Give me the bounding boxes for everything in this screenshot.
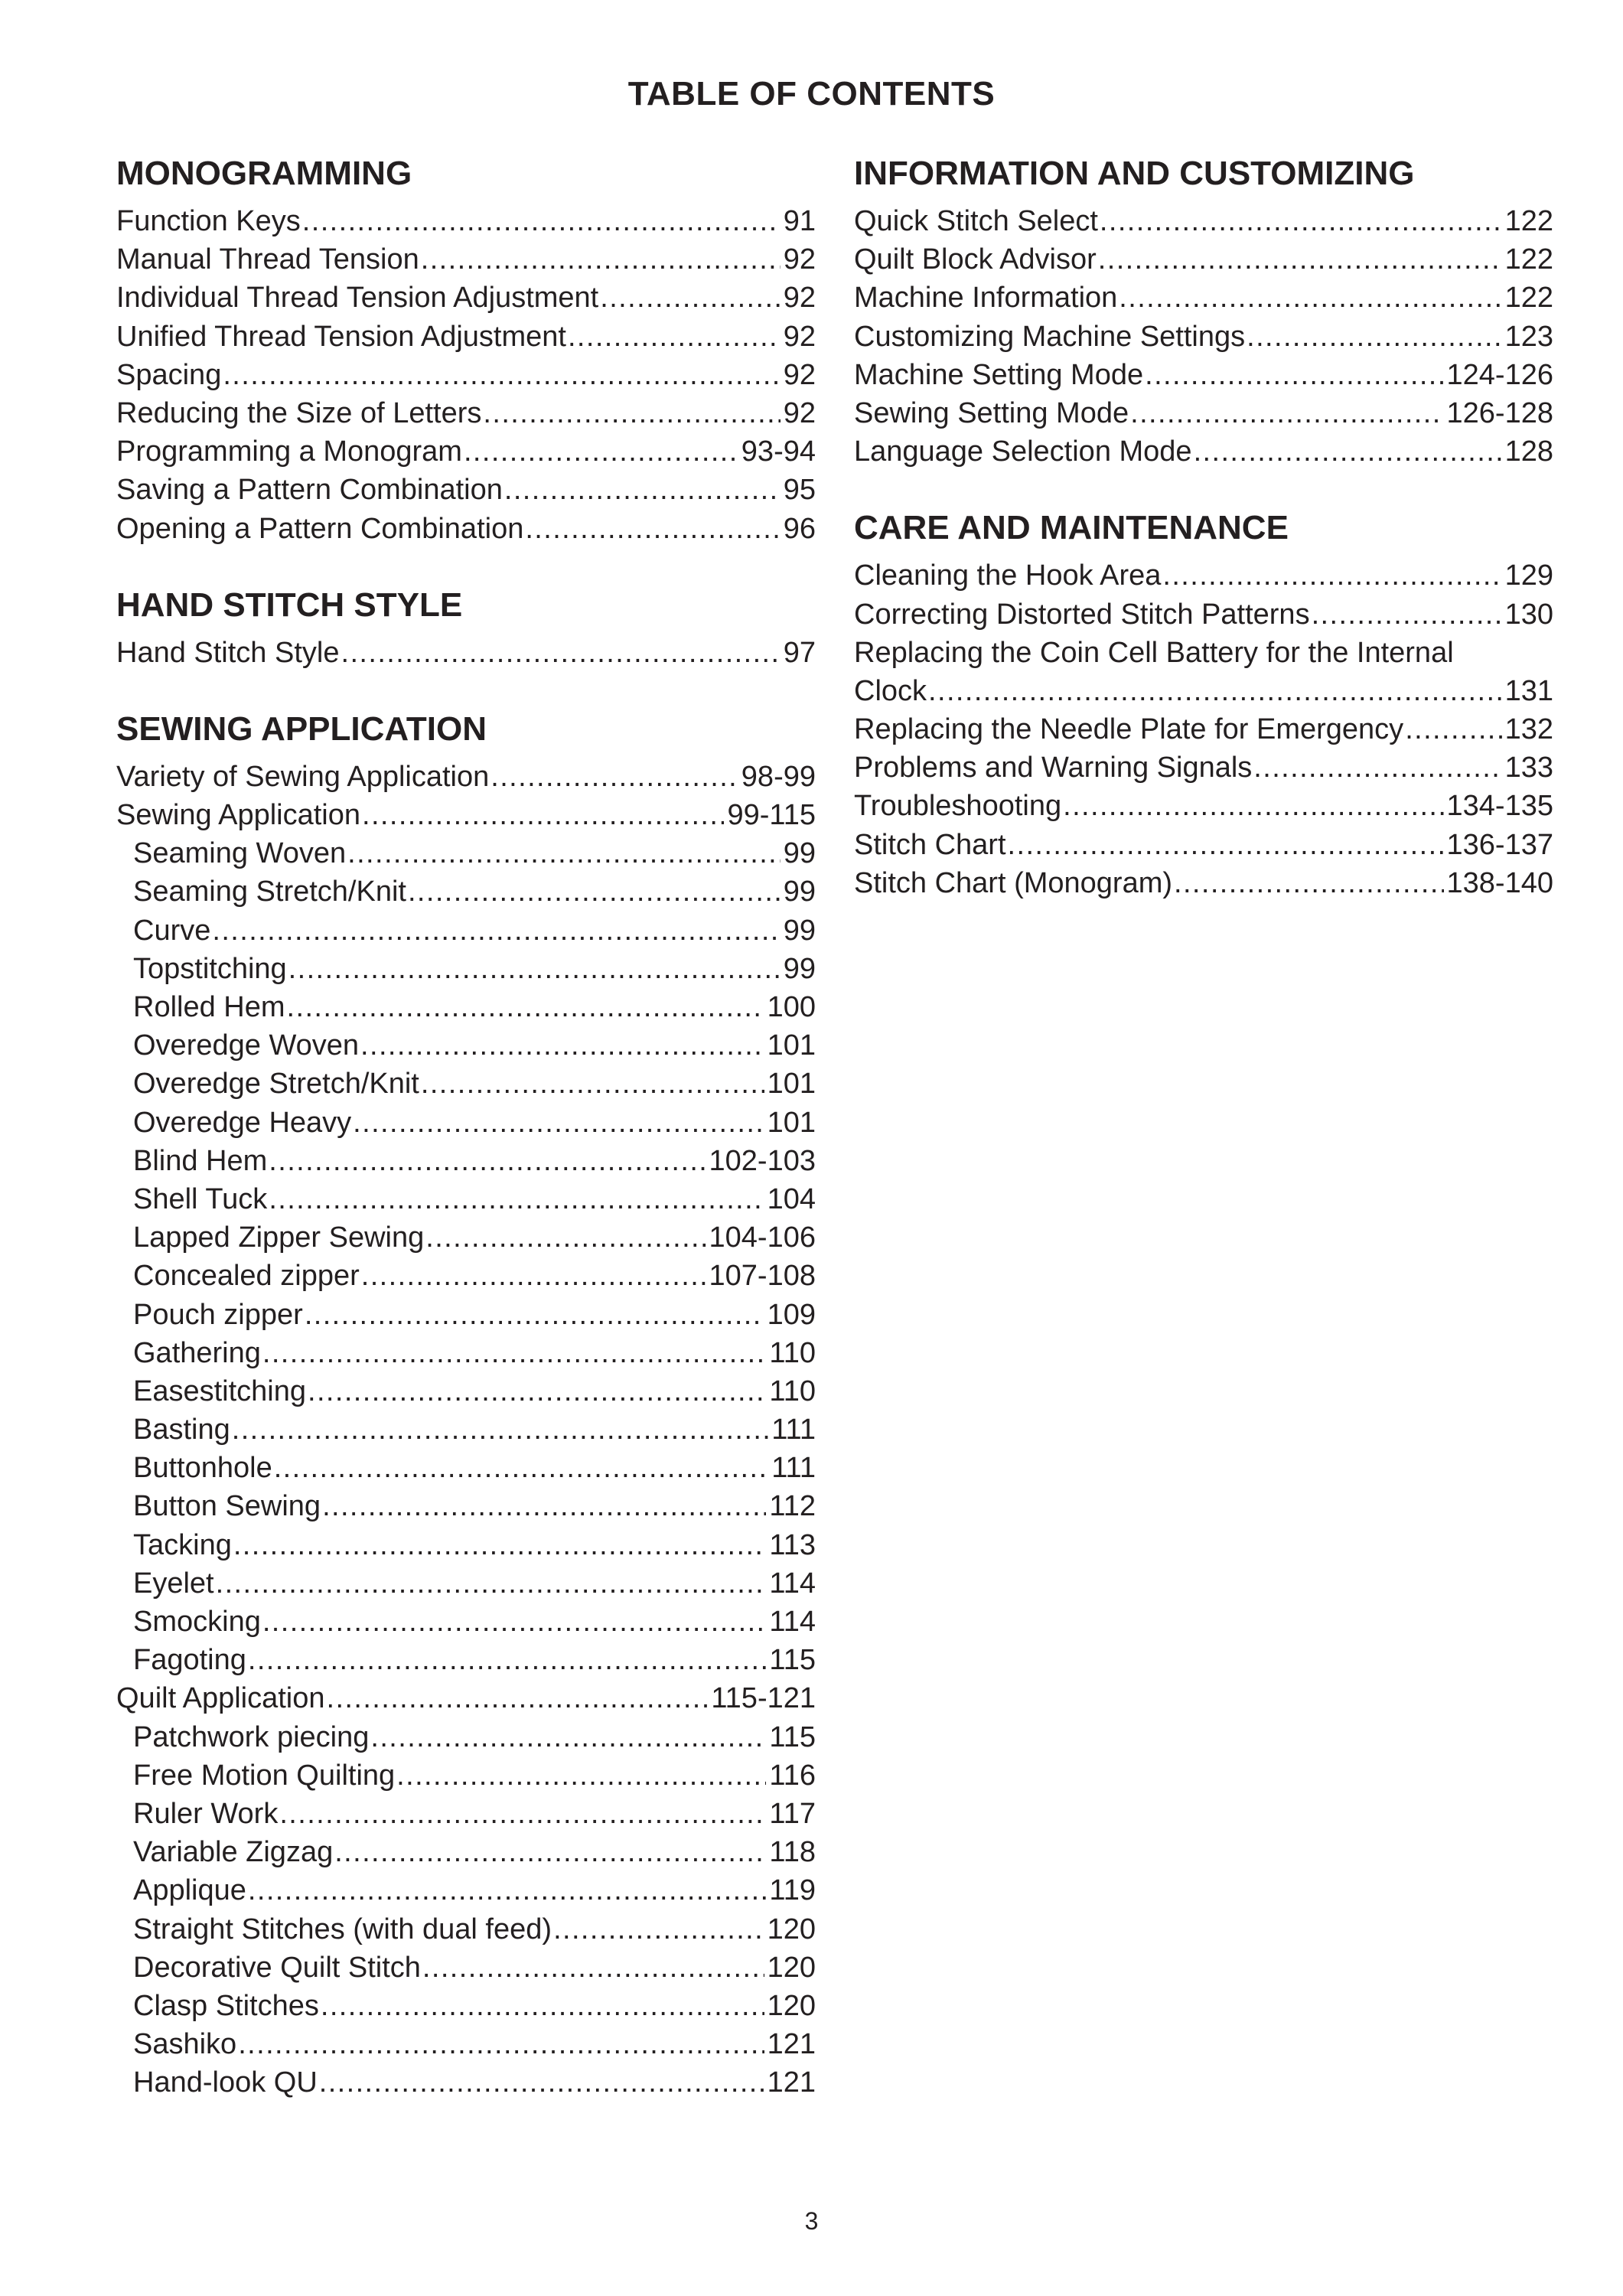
dot-leader (928, 672, 1502, 710)
dot-leader (308, 1372, 766, 1411)
toc-entry-title: Lapped Zipper Sewing (133, 1221, 425, 1254)
dot-leader (1098, 240, 1502, 279)
dot-leader (302, 202, 781, 240)
toc-entry[interactable] (116, 471, 816, 509)
toc-entry-title: Applique (133, 1874, 246, 1907)
toc-entry[interactable] (116, 634, 816, 672)
toc-entry-page: 92 (783, 320, 816, 353)
dot-leader (408, 872, 781, 911)
toc-entry-page: 110 (769, 1375, 816, 1407)
toc-entry[interactable] (116, 1411, 816, 1449)
dot-leader (421, 240, 781, 279)
toc-entry-page: 122 (1504, 282, 1553, 315)
toc-entry-title: Overedge Heavy (133, 1106, 352, 1139)
dot-leader (464, 432, 738, 471)
toc-entry-title: Eyelet (133, 1567, 214, 1600)
toc-entry-page: 128 (1504, 435, 1553, 468)
toc-entry-page: 99 (783, 952, 816, 985)
toc-entry-title: Decorative Quilt Stitch (133, 1951, 421, 1984)
toc-entry[interactable] (116, 510, 816, 548)
dot-leader (353, 1104, 764, 1142)
toc-entry[interactable] (116, 1871, 816, 1910)
toc-entry-page: 130 (1504, 598, 1553, 631)
toc-entry-page: 120 (767, 1951, 816, 1984)
toc-entry-page: 101 (767, 1068, 816, 1101)
toc-entry[interactable] (854, 748, 1553, 787)
dot-leader (568, 318, 781, 356)
toc-entry[interactable] (116, 1910, 816, 1949)
toc-entry-title: Rolled Hem (133, 991, 285, 1023)
toc-entry-page: 121 (767, 2066, 816, 2099)
toc-list (854, 202, 1553, 471)
dot-leader (1130, 394, 1443, 432)
toc-entry[interactable] (116, 1718, 816, 1756)
toc-entry[interactable] (116, 1795, 816, 1833)
dot-leader (396, 1756, 766, 1795)
toc-entry-title: Button Sewing (133, 1490, 321, 1523)
toc-list (116, 202, 816, 548)
toc-entry[interactable] (854, 556, 1553, 595)
toc-entry-page: 96 (783, 512, 816, 545)
toc-entry-title: Shell Tuck (133, 1182, 268, 1215)
toc-entry[interactable] (116, 279, 816, 317)
dot-leader (262, 1603, 767, 1641)
toc-entry-page: 107-108 (709, 1260, 816, 1293)
toc-entry-title: Tacking (133, 1528, 232, 1561)
toc-entry-title: Fagoting (133, 1644, 246, 1677)
toc-entry-title: Smocking (133, 1606, 261, 1638)
toc-entry[interactable] (116, 1949, 816, 1987)
toc-entry[interactable] (854, 279, 1553, 317)
toc-entry-page: 104 (767, 1182, 816, 1215)
toc-section-hand-stitch-style (116, 580, 816, 672)
toc-entry-page: 92 (783, 282, 816, 315)
toc-entry-title: Saving a Pattern Combination (116, 474, 503, 507)
dot-leader (1174, 864, 1444, 902)
toc-entry[interactable] (116, 1218, 816, 1257)
dot-leader (216, 1564, 767, 1603)
toc-entry-page: 136-137 (1446, 828, 1553, 861)
toc-entry-title: Easestitching (133, 1375, 307, 1407)
dot-leader (425, 1218, 706, 1257)
toc-entry-page: 126-128 (1446, 396, 1553, 429)
toc-entry[interactable] (116, 1564, 816, 1603)
toc-entry[interactable] (116, 1487, 816, 1525)
toc-entry-title: Language Selection Mode (854, 435, 1192, 468)
section-heading: MONOGRAMMING (116, 155, 412, 192)
toc-entry-title: Manual Thread Tension (116, 243, 419, 276)
toc-entry-page: 118 (769, 1836, 816, 1869)
toc-entry-page: 132 (1504, 713, 1553, 746)
toc-entry-page: 129 (1504, 559, 1553, 592)
toc-entry-title: Individual Thread Tension Adjustment (116, 282, 599, 315)
toc-entry-page: 120 (767, 1913, 816, 1945)
toc-entry[interactable] (854, 634, 1553, 710)
dot-leader (305, 1296, 764, 1334)
dot-leader (1119, 279, 1501, 317)
dot-leader (421, 1065, 764, 1103)
toc-list (854, 556, 1553, 902)
section-heading: CARE AND MAINTENANCE (854, 509, 1289, 547)
toc-entry-title: Patchwork piecing (133, 1720, 370, 1753)
toc-entry[interactable] (116, 2063, 816, 2102)
toc-entry[interactable] (116, 872, 816, 911)
toc-entry-title: Correcting Distorted Stitch Patterns (854, 598, 1310, 631)
toc-entry-title: Replacing the Needle Plate for Emergency (854, 713, 1404, 746)
toc-entry-title: Seaming Woven (133, 837, 347, 870)
dot-leader (483, 394, 780, 432)
toc-entry-title: Basting (133, 1414, 230, 1446)
dot-leader (233, 1526, 767, 1564)
dot-leader (1247, 318, 1501, 356)
toc-entry[interactable] (854, 394, 1553, 432)
toc-entry[interactable] (116, 1296, 816, 1334)
toc-entry-title: Reducing the Size of Letters (116, 396, 482, 429)
toc-list (116, 634, 816, 672)
toc-entry[interactable] (116, 1142, 816, 1180)
toc-entry-title: Seaming Stretch/Knit (133, 876, 406, 908)
toc-entry[interactable] (116, 950, 816, 988)
toc-entry-page: 115 (769, 1644, 816, 1677)
toc-entry-title: Sewing Setting Mode (854, 396, 1129, 429)
toc-entry-title: Buttonhole (133, 1452, 272, 1485)
toc-entry[interactable] (116, 2025, 816, 2063)
toc-entry-page: 124-126 (1446, 358, 1553, 391)
toc-entry-title: Ruler Work (133, 1797, 279, 1830)
dot-leader (553, 1910, 764, 1949)
toc-entry[interactable] (116, 988, 816, 1026)
toc-entry-page: 100 (767, 991, 816, 1023)
toc-entry-title: Straight Stitches (with dual feed) (133, 1913, 552, 1945)
dot-leader (269, 1180, 764, 1218)
toc-entry[interactable] (116, 432, 816, 471)
toc-entry-title: Replacing the Coin Cell Battery for the Internal (854, 636, 1454, 669)
toc-entry[interactable] (116, 1526, 816, 1564)
toc-entry[interactable] (116, 1104, 816, 1142)
toc-entry-page: 111 (771, 1452, 816, 1485)
toc-entry-page: 133 (1504, 752, 1553, 784)
toc-entry[interactable] (854, 356, 1553, 394)
dot-leader (262, 1334, 767, 1372)
toc-entry[interactable] (116, 1449, 816, 1487)
toc-entry-title: Variable Zigzag (133, 1836, 334, 1869)
dot-leader (248, 1871, 767, 1910)
dot-leader (1100, 202, 1502, 240)
toc-entry-page: 119 (769, 1874, 816, 1907)
page-title: TABLE OF CONTENTS (627, 75, 996, 113)
dot-leader (1405, 710, 1501, 748)
toc-entry-title: Clasp Stitches (133, 1989, 319, 2022)
toc-entry-page: 122 (1504, 243, 1553, 276)
toc-entry-title: Hand Stitch Style (116, 636, 340, 669)
toc-entry-title: Topstitching (133, 952, 287, 985)
toc-entry-title: Quilt Application (116, 1682, 325, 1715)
dot-leader (322, 1487, 766, 1525)
toc-entry-title: Sewing Application (116, 799, 360, 832)
dot-leader (334, 1833, 766, 1871)
toc-entry-page: 99 (783, 837, 816, 870)
toc-entry-title: Stitch Chart (854, 828, 1006, 861)
dot-leader (269, 1142, 706, 1180)
toc-entry-page: 114 (769, 1606, 816, 1638)
dot-leader (319, 2063, 764, 2102)
dot-leader (600, 279, 780, 317)
toc-entry-page: 93-94 (741, 435, 816, 468)
dot-leader (248, 1641, 767, 1679)
toc-entry[interactable] (116, 758, 816, 796)
toc-entry-page: 114 (769, 1567, 816, 1600)
dot-leader (1008, 826, 1444, 864)
toc-entry[interactable] (854, 318, 1553, 356)
toc-section-monogramming (116, 148, 816, 548)
toc-entry-page: 121 (767, 2028, 816, 2061)
toc-entry[interactable] (116, 796, 816, 834)
toc-entry-page: 117 (769, 1797, 816, 1830)
toc-entry[interactable] (116, 912, 816, 950)
toc-entry-title: Customizing Machine Settings (854, 320, 1246, 353)
toc-entry-title: Gathering (133, 1336, 261, 1369)
toc-entry-title: Sashiko (133, 2028, 237, 2061)
toc-entry[interactable] (116, 318, 816, 356)
toc-entry[interactable] (116, 1756, 816, 1795)
toc-entry[interactable] (116, 1026, 816, 1065)
dot-leader (288, 950, 781, 988)
toc-entry[interactable] (854, 864, 1553, 902)
dot-leader (321, 1987, 764, 2025)
toc-entry[interactable] (116, 1641, 816, 1679)
toc-entry[interactable] (854, 240, 1553, 279)
toc-entry-title: Unified Thread Tension Adjustment (116, 320, 566, 353)
toc-entry-title: Free Motion Quilting (133, 1759, 396, 1792)
toc-entry-page: 101 (767, 1106, 816, 1139)
section-heading: HAND STITCH STYLE (116, 585, 463, 624)
toc-entry-page: 110 (769, 1336, 816, 1369)
toc-section-sewing-application (116, 704, 816, 2102)
dot-leader (232, 1411, 768, 1449)
dot-leader (223, 356, 780, 394)
toc-entry[interactable] (116, 1180, 816, 1218)
toc-entry-page: 97 (783, 636, 816, 669)
toc-list (116, 758, 816, 2102)
toc-entry-title: Overedge Stretch/Knit (133, 1068, 419, 1101)
toc-entry[interactable] (116, 1987, 816, 2025)
toc-entry-title: Problems and Warning Signals (854, 752, 1253, 784)
toc-entry-page: 92 (783, 358, 816, 391)
toc-entry-page: 123 (1504, 320, 1553, 353)
toc-entry-page: 91 (783, 205, 816, 237)
page-number: 3 (804, 2207, 819, 2235)
toc-entry[interactable] (116, 1372, 816, 1411)
dot-leader (279, 1795, 766, 1833)
toc-entry[interactable] (116, 834, 816, 872)
toc-entry-title: Concealed zipper (133, 1260, 360, 1293)
dot-leader (238, 2025, 764, 2063)
toc-entry-title: Stitch Chart (Monogram) (854, 866, 1173, 899)
toc-entry-title: Hand-look QU (133, 2066, 318, 2099)
toc-entry-title: Programming a Monogram (116, 435, 462, 468)
dot-leader (1194, 432, 1502, 471)
toc-entry[interactable] (854, 202, 1553, 240)
toc-entry-title: Quick Stitch Select (854, 205, 1098, 237)
toc-entry-page: 98-99 (741, 760, 816, 793)
dot-leader (1162, 556, 1501, 595)
dot-leader (347, 834, 781, 872)
toc-entry-page: 120 (767, 1989, 816, 2022)
toc-entry[interactable] (116, 1065, 816, 1103)
toc-entry-page: 115-121 (711, 1682, 816, 1715)
toc-entry[interactable] (116, 1679, 816, 1717)
dot-leader (422, 1949, 764, 1987)
toc-entry[interactable] (854, 710, 1553, 748)
toc-entry-title: Quilt Block Advisor (854, 243, 1097, 276)
right-column (854, 148, 1553, 934)
toc-entry-page: 95 (783, 474, 816, 507)
toc-entry[interactable] (854, 787, 1553, 825)
toc-entry-page: 115 (769, 1720, 816, 1753)
dot-leader (341, 634, 780, 672)
dot-leader (370, 1718, 766, 1756)
dot-leader (274, 1449, 769, 1487)
toc-entry[interactable] (116, 202, 816, 240)
dot-leader (361, 1257, 706, 1295)
toc-section-information-and-customizing (854, 148, 1553, 471)
toc-entry-page: 99 (783, 914, 816, 947)
toc-entry-page: 109 (767, 1298, 816, 1331)
toc-entry-title: Machine Information (854, 282, 1118, 315)
toc-entry[interactable] (116, 1603, 816, 1641)
toc-entry-page: 104-106 (709, 1221, 816, 1254)
toc-entry-page: 134-135 (1446, 790, 1553, 823)
dot-leader (212, 912, 780, 950)
toc-entry[interactable] (116, 240, 816, 279)
toc-entry-page: 92 (783, 243, 816, 276)
toc-entry-page: 102-103 (709, 1144, 816, 1177)
toc-entry-title: Curve (133, 914, 211, 947)
toc-entry-page: 99-115 (727, 799, 816, 832)
toc-entry[interactable] (116, 1833, 816, 1871)
dot-leader (1312, 595, 1502, 634)
dot-leader (525, 510, 780, 548)
toc-entry-title: Overedge Woven (133, 1029, 360, 1062)
toc-entry-page: 99 (783, 876, 816, 908)
dot-leader (504, 471, 781, 509)
toc-entry-page: 111 (771, 1414, 816, 1446)
dot-leader (327, 1679, 709, 1717)
toc-entry[interactable] (116, 394, 816, 432)
dot-leader (1253, 748, 1501, 787)
dot-leader (1063, 787, 1443, 825)
toc-entry[interactable] (854, 826, 1553, 864)
toc-entry-page: 116 (769, 1759, 816, 1792)
dot-leader (490, 758, 738, 796)
toc-entry[interactable] (116, 1334, 816, 1372)
toc-entry[interactable] (854, 432, 1553, 471)
toc-entry-title: Function Keys (116, 205, 301, 237)
toc-entry-page: 112 (769, 1490, 816, 1523)
toc-entry[interactable] (116, 1257, 816, 1295)
section-heading: SEWING APPLICATION (116, 709, 487, 748)
toc-entry-title: Opening a Pattern Combination (116, 512, 524, 545)
toc-entry-title: Pouch zipper (133, 1298, 303, 1331)
toc-entry-title: Cleaning the Hook Area (854, 559, 1162, 592)
section-heading: INFORMATION AND CUSTOMIZING (854, 155, 1415, 192)
dot-leader (287, 988, 764, 1026)
toc-entry-title: Troubleshooting (854, 790, 1062, 823)
toc-entry-page: 113 (769, 1528, 816, 1561)
toc-entry-page: 101 (767, 1029, 816, 1062)
toc-section-care-and-maintenance (854, 503, 1553, 902)
toc-entry-page: 131 (1504, 674, 1553, 707)
dot-leader (362, 796, 724, 834)
toc-entry-title-continued: Clock (854, 674, 927, 707)
toc-entry-title: Machine Setting Mode (854, 358, 1144, 391)
left-column (116, 148, 816, 2134)
toc-entry-page: 122 (1504, 205, 1553, 237)
toc-entry[interactable] (854, 595, 1553, 634)
toc-entry-page: 138-140 (1446, 866, 1553, 899)
toc-entry-title: Blind Hem (133, 1144, 268, 1177)
toc-entry-title: Variety of Sewing Application (116, 760, 490, 793)
toc-entry-page: 92 (783, 396, 816, 429)
dot-leader (1145, 356, 1443, 394)
dot-leader (360, 1026, 764, 1065)
toc-entry[interactable] (116, 356, 816, 394)
toc-entry-title: Spacing (116, 358, 222, 391)
